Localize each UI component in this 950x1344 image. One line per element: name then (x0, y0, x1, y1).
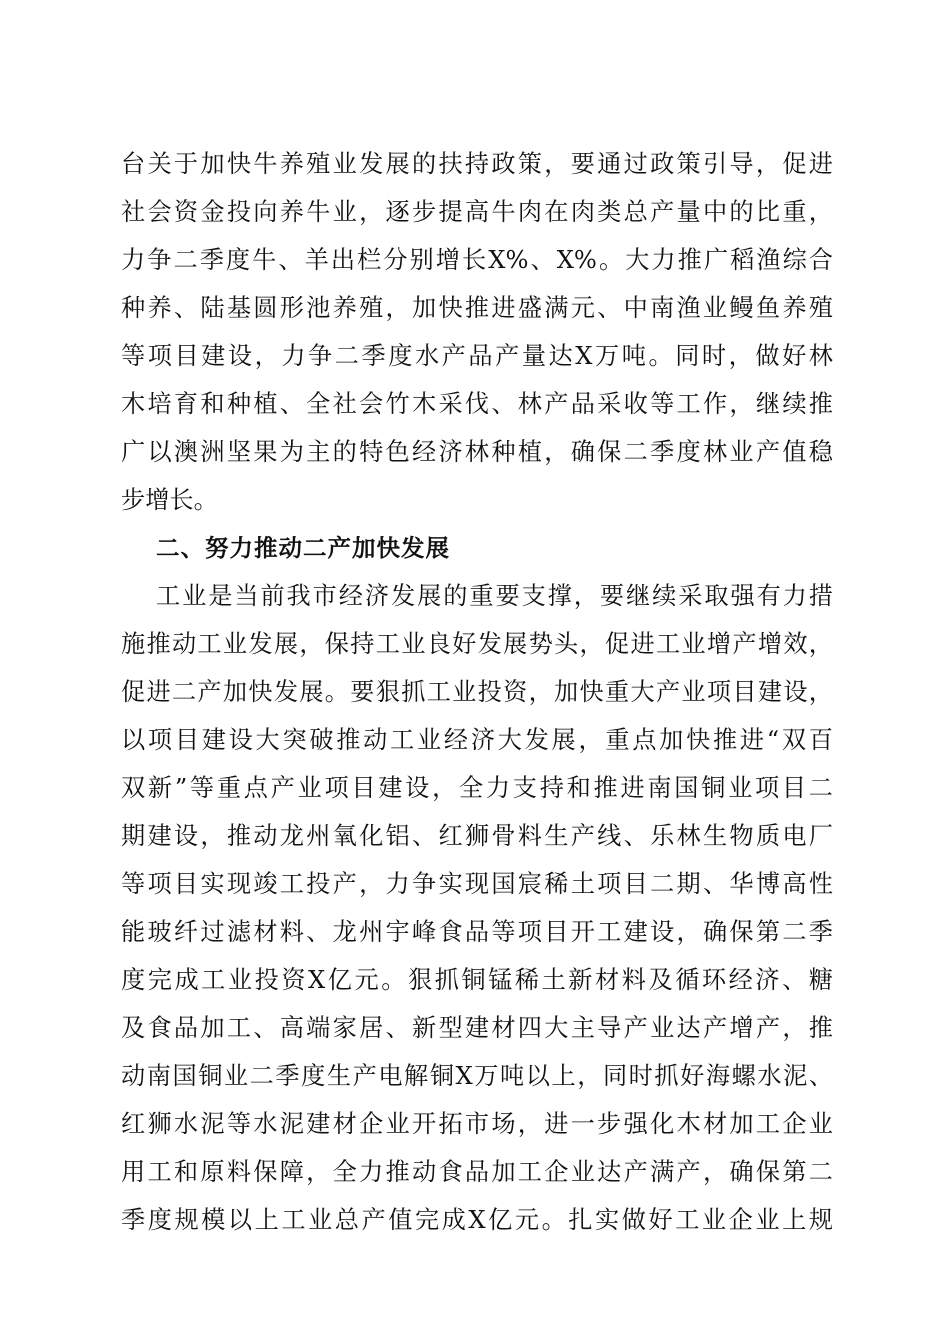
paragraph1-line-2: 社会资金投向养牛业，逐步提高牛肉在肉类总产量中的比重， (121, 198, 833, 226)
paragraph1-line-5: 等项目建设，力争二季度水产品产量达X万吨。同时，做好林 (121, 342, 833, 370)
paragraph2-line-4: 以项目建设大突破推动工业经济大发展，重点加快推进“双百 (121, 726, 833, 754)
paragraph2-line-14: 季度规模以上工业总产值完成X亿元。扎实做好工业企业上规 (121, 1206, 833, 1234)
paragraph2-line-6: 期建设，推动龙州氧化铝、红狮骨料生产线、乐林生物质电厂 (121, 822, 833, 850)
paragraph2-line-5: 双新”等重点产业项目建设，全力支持和推进南国铜业项目二 (121, 774, 833, 802)
paragraph2-line-10: 及食品加工、高端家居、新型建材四大主导产业达产增产，推 (121, 1014, 833, 1042)
paragraph1-line-1: 台关于加快牛养殖业发展的扶持政策，要通过政策引导，促进 (121, 150, 833, 178)
paragraph1-line-6: 木培育和种植、全社会竹木采伐、林产品采收等工作，继续推 (121, 390, 833, 418)
paragraph2-line-7: 等项目实现竣工投产，力争实现国宸稀土项目二期、华博高性 (121, 870, 833, 898)
paragraph2-line-3: 促进二产加快发展。要狠抓工业投资，加快重大产业项目建设， (121, 678, 833, 706)
paragraph2-line-12: 红狮水泥等水泥建材企业开拓市场，进一步强化木材加工企业 (121, 1110, 833, 1138)
paragraph2-line-2: 施推动工业发展，保持工业良好发展势头，促进工业增产增效， (121, 630, 833, 658)
section-heading: 二、努力推动二产加快发展 (156, 534, 450, 562)
paragraph1-line-8: 步增长。 (121, 486, 218, 514)
paragraph2-line-1: 工业是当前我市经济发展的重要支撑，要继续采取强有力措 (156, 582, 833, 610)
paragraph1-line-4: 种养、陆基圆形池养殖，加快推进盛满元、中南渔业鳗鱼养殖 (121, 294, 833, 322)
paragraph1-line-7: 广以澳洲坚果为主的特色经济林种植，确保二季度林业产值稳 (121, 438, 833, 466)
paragraph2-line-13: 用工和原料保障，全力推动食品加工企业达产满产，确保第二 (121, 1158, 833, 1186)
paragraph1-line-3: 力争二季度牛、羊出栏分别增长X%、X%。大力推广稻渔综合 (121, 246, 833, 274)
paragraph2-line-9: 度完成工业投资X亿元。狠抓铜锰稀土新材料及循环经济、糖 (121, 966, 833, 994)
paragraph2-line-8: 能玻纤过滤材料、龙州宇峰食品等项目开工建设，确保第二季 (121, 918, 833, 946)
paragraph2-line-11: 动南国铜业二季度生产电解铜X万吨以上，同时抓好海螺水泥、 (121, 1062, 833, 1090)
